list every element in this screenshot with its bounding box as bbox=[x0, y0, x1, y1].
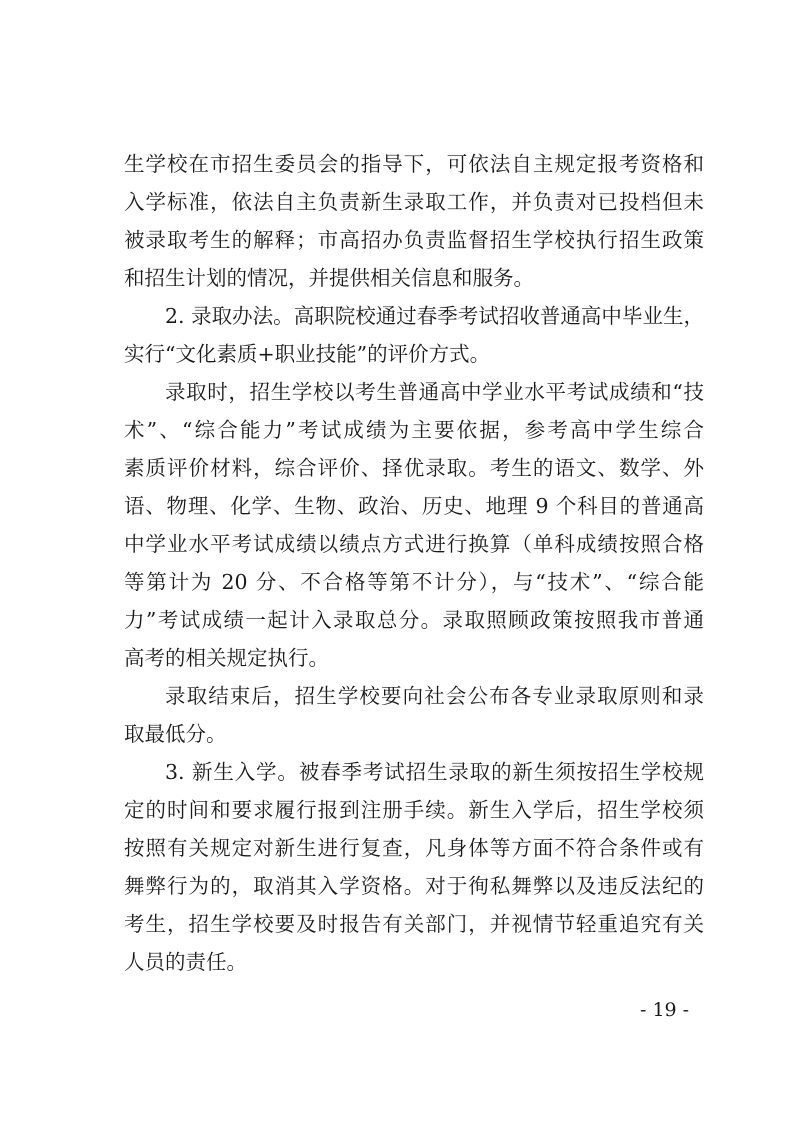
body-text-line: 2. 录取办法。高职院校通过春季考试招收普通高中毕业生， bbox=[165, 304, 704, 328]
body-text-line: 语、物理、化学、生物、政治、历史、地理 9 个科目的普通高 bbox=[124, 494, 704, 518]
body-text-line: 录取时，招生学校以考生普通高中学业水平考试成绩和“技 bbox=[165, 380, 704, 404]
page-number: - 19 - bbox=[640, 999, 690, 1021]
body-text-line: 中学业水平考试成绩以绩点方式进行换算（单科成绩按照合格 bbox=[124, 532, 704, 556]
body-text-line: 按照有关规定对新生进行复查，凡身体等方面不符合条件或有 bbox=[124, 836, 704, 860]
body-text-line: 等第计为 20 分、不合格等第不计分），与“技术”、“综合能 bbox=[124, 570, 704, 594]
body-text-line: 考生，招生学校要及时报告有关部门，并视情节轻重追究有关 bbox=[124, 912, 704, 936]
body-text-line: 人员的责任。 bbox=[124, 950, 247, 974]
body-text-line: 实行“文化素质+职业技能”的评价方式。 bbox=[124, 342, 491, 366]
body-text-line: 高考的相关规定执行。 bbox=[124, 646, 329, 670]
body-text-line: 录取结束后，招生学校要向社会公布各专业录取原则和录 bbox=[165, 684, 704, 708]
body-text-line: 生学校在市招生委员会的指导下，可依法自主规定报考资格和 bbox=[124, 152, 704, 176]
body-text-line: 3. 新生入学。被春季考试招生录取的新生须按招生学校规 bbox=[165, 760, 704, 784]
body-text-line: 取最低分。 bbox=[124, 722, 227, 746]
body-text-line: 被录取考生的解释；市高招办负责监督招生学校执行招生政策 bbox=[124, 228, 704, 252]
body-text-line: 力”考试成绩一起计入录取总分。录取照顾政策按照我市普通 bbox=[124, 608, 704, 632]
body-text-line: 和招生计划的情况，并提供相关信息和服务。 bbox=[124, 266, 534, 290]
body-text-line: 术”、“综合能力”考试成绩为主要依据，参考高中学生综合 bbox=[124, 418, 704, 442]
body-text-line: 入学标准，依法自主负责新生录取工作，并负责对已投档但未 bbox=[124, 190, 704, 214]
body-text-line: 舞弊行为的，取消其入学资格。对于徇私舞弊以及违反法纪的 bbox=[124, 874, 704, 898]
body-text-line: 定的时间和要求履行报到注册手续。新生入学后，招生学校须 bbox=[124, 798, 704, 822]
body-text-line: 素质评价材料，综合评价、择优录取。考生的语文、数学、外 bbox=[124, 456, 704, 480]
